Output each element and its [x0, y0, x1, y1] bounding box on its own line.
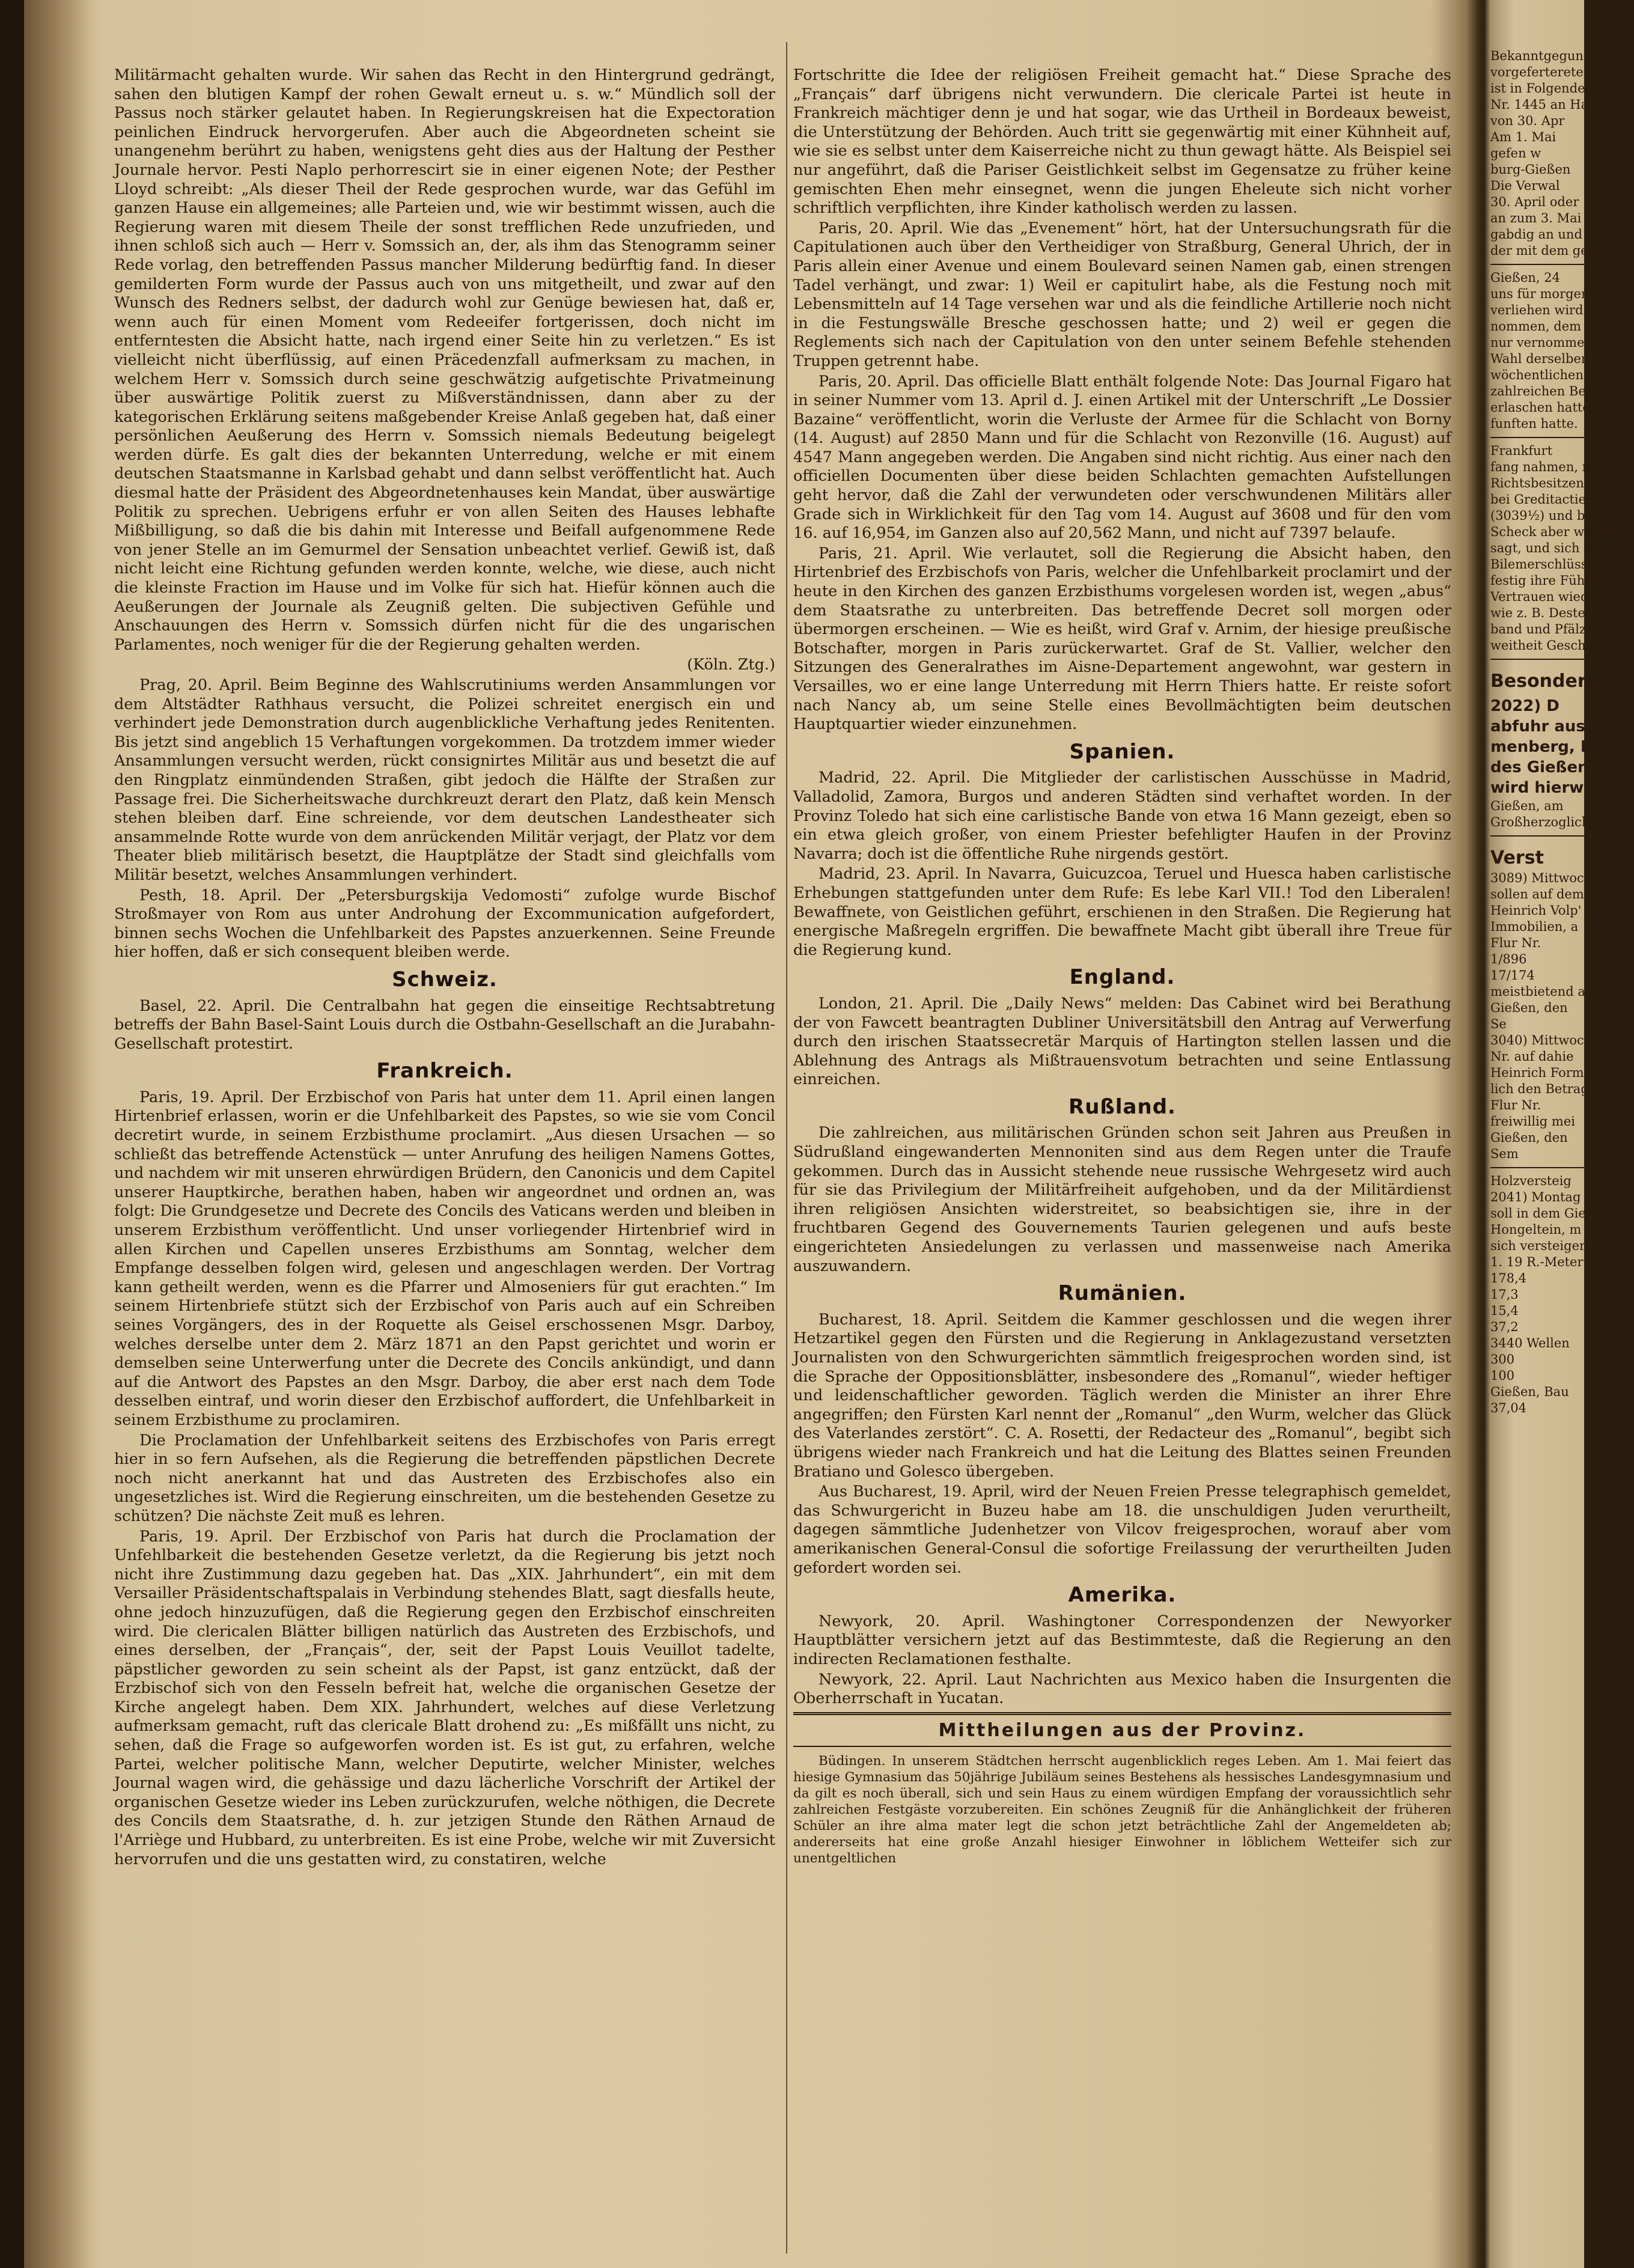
article-russland: Die zahlreichen, aus militärischen Gründen schon seit Jahren aus Preußen in Südrußland eingewanderten Mennoniten sind aus dem Regen unter die Traufe gekommen. Durch das in Aussicht stehende neue russische Wehrgesetz wird auch für sie das Privilegium der Militärfreiheit aufgehoben, und da der Militärdienst ihren religiösen Ansichten widerstreitet, so beabsichtigen sie, ihre in der fruchtbaren Gegend des Gouvernements Taurien gelegenen und aufs beste eingerichteten Ansiedelungen zu verlassen und massenweise nach Amerika auszuwandern. — [793, 1124, 1451, 1275]
fragment-line: meistbietend an — [1490, 984, 1594, 999]
fragment-line: Immobilien, a — [1490, 919, 1579, 934]
fragment-line: 37,04 — [1490, 1401, 1527, 1415]
newspaper-page — [102, 42, 1460, 2254]
fragment-line: Nr. auf dahie — [1490, 1049, 1574, 1064]
fragment-line: 17,3 — [1490, 1287, 1519, 1302]
fragment-line: Die Verwal — [1490, 178, 1560, 193]
fragment-rule — [1490, 1167, 1584, 1168]
fragment-line: 15,4 — [1490, 1303, 1519, 1318]
fragment-line: 17/174 — [1490, 968, 1535, 983]
section-england: England. — [1069, 965, 1175, 990]
fragment-line: 1/896 — [1490, 952, 1527, 966]
fragment-line: Gießen, den — [1490, 1001, 1568, 1015]
fragment-line: Nr. 1445 an Ha — [1490, 97, 1589, 112]
column-divider — [786, 42, 787, 2254]
fragment-line: Flur Nr. — [1490, 936, 1541, 950]
fragment-line: der mit dem gegen — [1490, 243, 1612, 258]
fragment-line: freiwillig mei — [1490, 1114, 1575, 1129]
article-paris-20b: Paris, 20. April. Das officielle Blatt enthält folgende Note: Das Journal Figaro hat in seiner Nummer vom 13. April d. J. einen Artikel mit der Unterschrift „Le Dossier Bazaine“ veröffentlicht, worin die Verluste der Armee für die Schlacht von Borny (14. August) auf 2850 Mann und für die Schlacht von Rezonville (16. August) auf 4547 Mann angegeben werden. Die Angaben sind nicht richtig. Aus einer nach den officiellen Documenten über diese beiden Schlachten gemachten Aufstellungen geht hervor, daß die Zahl der verwundeten oder verschwundenen Militärs aller Grade sich in Wirklichkeit für den Tag vom 14. August auf 3608 und für den vom 16. auf 16,954, im Ganzen also auf 20,562 Mann, und nicht auf 7397 belaufe. — [793, 372, 1451, 543]
fragment-line: Hongeltein, m — [1490, 1222, 1582, 1237]
book-edge — [0, 0, 24, 2268]
fragment-line: vorgefertereten Gebot — [1490, 65, 1634, 79]
article-buedingen: Büdingen. In unserem Städtchen herrscht augenblicklich reges Leben. Am 1. Mai feiert das hiesige Gymnasium das 50jährige Jubiläum seines Bestehens als hessisches Landesgymnasium und da gilt es noch überall, sich und sein Haus zu einem würdigen Empfang der voraussichtlich sehr zahlreichen Festgäste vorzubereiten. Ein schönes Zeugniß für die Anhänglichkeit der früheren Schüler an ihre alma mater legt die schon jetzt beträchtliche Zahl der Angemeldeten ab; andererseits hat eine große Anzahl hiesiger Einwohner in löblichem Wetteifer sich zur unentgeltlichen — [793, 1754, 1451, 1867]
section-spanien: Spanien. — [1069, 739, 1175, 764]
section-amerika: Amerika. — [1068, 1583, 1177, 1608]
fragment-rule — [1490, 264, 1584, 265]
fragment-line: Vertrauen wieder — [1490, 590, 1602, 604]
fragment-line: nur vernommen ha — [1490, 335, 1612, 350]
fragment-line: Wahl derselben n — [1490, 352, 1602, 366]
fragment-line: 3440 Wellen — [1490, 1336, 1570, 1350]
section-frankreich: Frankreich. — [376, 1059, 513, 1084]
fragment-line: 178,4 — [1490, 1271, 1527, 1285]
fragment-rule — [1490, 437, 1584, 438]
fragment-line: Heinrich Volp' — [1490, 903, 1582, 918]
article-bucharest-19: Aus Bucharest, 19. April, wird der Neuen Freien Presse telegraphisch gemeldet, das Schwurgericht in Buzeu habe am 18. die unschuldigen Juden verurtheilt, dagegen sämmtliche Judenhetzer von Vilcov freigesprochen, worauf aber vom amerikanischen General-Consul die sofortige Freilassung der verurtheilten Juden gefordert worden sei. — [793, 1483, 1451, 1577]
fragment-line: sagt, und sich bei — [1490, 541, 1603, 555]
fragment-line: funften hatte. — [1490, 416, 1578, 431]
fragment-line: 30. April oder 1. — [1490, 195, 1596, 209]
fragment-line: gabdig an und — [1490, 227, 1582, 242]
fragment-line: Gießen, Bau — [1490, 1385, 1569, 1399]
source-koeln: (Köln. Ztg.) — [687, 656, 775, 674]
section-russland: Rußland. — [1069, 1094, 1176, 1119]
fragment-line: von 30. Apr — [1490, 114, 1565, 128]
fragment-rule — [1490, 659, 1584, 660]
article-newyork-22: Newyork, 22. April. Laut Nachrichten aus Mexico haben die Insurgenten die Oberherrschaft in Yucatan. — [793, 1670, 1451, 1708]
fragment-line: band und Pfälzer — [1490, 622, 1600, 636]
fragment-line: 1. 19 R.-Meter — [1490, 1255, 1584, 1269]
section-schweiz: Schweiz. — [392, 967, 498, 992]
fragment-line: fang nahmen, nach — [1490, 460, 1614, 474]
fragment-line: uns für morgen un — [1490, 287, 1610, 301]
fragment-line: wie z. B. Desterre — [1490, 606, 1605, 620]
fragment-line: burg-Gießen — [1490, 162, 1571, 177]
article-basel: Basel, 22. April. Die Centralbahn hat gegen die einseitige Rechtsabtretung betreffs der Bahn Basel-Saint Louis durch die Ostbahn-Gesellschaft an die Jurabahn-Gesellschaft protestirt. — [114, 996, 775, 1053]
fragment-rule — [1490, 835, 1584, 837]
fragment-line: festig ihre Fühlbar — [1490, 573, 1611, 588]
fragment-line: 37,2 — [1490, 1320, 1519, 1334]
article-continuation: Fortschritte die Idee der religiösen Freiheit gemacht hat.“ Diese Sprache des „Français“ darf übrigens nicht verwundern. Die clericale Partei ist heute in Frankreich mächtiger denn je und hat sogar, wie das Urtheil in Bordeaux beweist, die Unterstützung der Behörden. Auch tritt sie gegenwärtig mit einer Kühnheit auf, wie sie es selbst unter dem Kaiserreiche nicht zu thun gewagt hätte. Als Beispiel sei nur angeführt, daß die Pariser Geistlichkeit selbst im Gegensatze zu früher keine gemischten Ehen mehr einsegnet, wenn die jungen Eheleute sich nicht vorher schriftlich verpflichten, ihre Kinder katholisch werden zu lassen. — [793, 66, 1451, 218]
fragment-line: bei Greditactien — [1490, 492, 1594, 507]
article-pesth: Pesth, 18. April. Der „Petersburgskija Vedomosti“ zufolge wurde Bischof Stroßmayer von Rom aus unter Androhung der Excommunication aufgefordert, binnen sechs Wochen die Unfehlbarkeit des Papstes anzuerkennen. Seine Freunde hier hoffen, daß er sich consequent bleiben werde. — [114, 886, 775, 962]
fragment-line: sich versteigert — [1490, 1239, 1591, 1253]
section-rumaenien: Rumänien. — [1058, 1281, 1187, 1306]
article-hungary: Militärmacht gehalten wurde. Wir sahen das Recht in den Hintergrund gedrängt, sahen den blutigen Kampf der rohen Gewalt erneut u. s. w.“ Mündlich soll der Passus noch stärker gelautet haben. In Regierungskreisen hat die Expectoration peinlichen Eindruck hervorgerufen. Aber auch die Abgeordneten scheint sie unangenehm berührt zu haben, wenigstens geht dies aus der Haltung der Pesther Journale hervor. Pesti Naplo perhorrescirt sie in einer eigenen Note; der Pesther Lloyd schreibt: „Als dieser Theil der Rede gesprochen wurde, war das Gefühl im ganzen Hause ein allgemeines; alle Parteien und, wie wir bestimmt wissen, auch die Regierung waren mit diesem Theile der sonst trefflichen Rede unzufrieden, und ihnen schloß sich auch — Herr v. Somssich an, der, als ihm das Stenogramm seiner Rede vorlag, den betreffenden Passus mancher Milderung bedürftig fand. In dieser gemilderten Form wurde der Passus auch von uns mitgetheilt, und zwar auf den Wunsch des Redners selbst, der dadurch wohl zur Genüge bewiesen hat, daß er, wenn auch für einen Moment vom Redeeifer fortgerissen, doch nicht im entferntesten die Absicht hatte, nach irgend einer Seite hin zu verletzen.“ Es ist vielleicht nicht überflüssig, auf einen Präcedenzfall aufmerksam zu machen, in welchem Herr v. Somssich durch seine geschwätzig aufgetischte Privatmeinung über auswärtige Politik zuerst zu Mißverständnissen, dann aber zu der kategorischen Erklärung seitens maßgebender Kreise Anlaß gegeben hat, daß einer persönlichen Aeußerung des Herrn v. Somssich niemals Bedeutung beigelegt werden dürfe. Es galt dies der bekannten Unterredung, welche er mit einem deutschen Staatsmanne in Karlsbad gehabt und dann selbst veröffentlicht hat. Auch diesmal hatte der Präsident des Abgeordnetenhauses kein Mandat, über auswärtige Politik zu sprechen. Uebrigens erfuhr er von allen Seiten des Hauses lebhafte Mißbilligung, so daß die bis dahin mit Interesse und Beifall aufgenommene Rede von jener Stelle an im Gemurmel der Sensation unbeachtet verlief. Gewiß ist, daß nicht leicht eine Richtung gefunden werden konnte, welche, wie diese, auch nicht die kleinste Fraction im Hause und im Volke für sich hat. Hiefür können auch die Aeußerungen der Journale als Zeugniß gelten. Die subjectiven Gefühle und Anschauungen des Herrn v. Somssich dürfen nicht für die des ungarischen Parlamentes, noch weniger für die der Regierung gehalten werden. — [114, 66, 775, 654]
fragment-line: zahlreichen Besuch — [1490, 384, 1616, 398]
fragment-notice-line: des Gießen — [1490, 758, 1589, 776]
right-page-fragment — [1490, 48, 1634, 2212]
fragment-notice-line: Großherzoglich — [1490, 815, 1590, 829]
fragment-line: verliehen wird zu — [1490, 303, 1602, 317]
fragment-notice-line: wird hierw — [1490, 779, 1584, 797]
article-proclamation: Die Proclamation der Unfehlbarkeit seitens des Erzbischofes von Paris erregt hier in so fern Aufsehen, als die Regierung die betreffenden päpstlichen Decrete noch nicht anerkannt hat und das Austreten des Erzbischofes also ein ungesetzliches ist. Wird die Regierung einschreiten, um die bestehenden Gesetze zu schützen? Die nächste Zeit muß es lehren. — [114, 1431, 775, 1525]
fragment-notice-line: menberg, K — [1490, 738, 1593, 756]
article-newyork-20: Newyork, 20. April. Washingtoner Correspondenzen der Newyorker Hauptblätter versichern jetzt auf das Bestimmteste, daß die Regierung an den indirecten Reclamationen festhalte. — [793, 1612, 1451, 1668]
article-madrid-23: Madrid, 23. April. In Navarra, Guicuzcoa, Teruel und Huesca haben carlistische Erhebungen stattgefunden unter dem Rufe: Es lebe Karl VII.! Tod den Liberalen! Bewaffnete, von Geistlichen geführt, erschienen in den Straßen. Die Regierung hat energische Maßregeln ergriffen. Die bewaffnete Macht gibt überall ihre Treue für die Regierung kund. — [793, 865, 1451, 959]
fragment-line: 100 — [1490, 1368, 1515, 1383]
fragment-line: wöchentlichen Som — [1490, 368, 1616, 382]
article-paris-21: Paris, 21. April. Wie verlautet, soll die Regierung die Absicht haben, den Hirtenbrief des Erzbischofs von Paris, welcher die Unfehlbarkeit proclamirt und der heute in den Kirchen des ganzen Erzbisthums vorgelesen worden ist, wegen „abus“ dem Staatsrathe zu unterbreiten. Das betreffende Decret soll morgen oder übermorgen erscheinen. — Wie es heißt, wird Graf v. Arnim, der hiesige preußische Botschafter, morgen in Paris zurückerwartet. Graf de St. Vallier, welcher den Sitzungen des Generalrathes im Aisne-Departement angewohnt, war gestern in Versailles, wo er eine lange Unterredung mit Herrn Thiers hatte. Er reiste sofort nach Nancy ab, um seine Stelle eines Bevollmächtigten beim deutschen Hauptquartier wieder einzunehmen. — [793, 544, 1451, 734]
fragment-line: Flur Nr. — [1490, 1098, 1541, 1112]
fragment-notice-line: 2022) D — [1490, 697, 1559, 715]
fragment-line: lich den Betrag — [1490, 1082, 1589, 1096]
fragment-line: Heinrich Formb — [1490, 1065, 1593, 1080]
fragment-line: Holzversteig — [1490, 1174, 1572, 1188]
fragment-line: Am 1. Mai — [1490, 130, 1556, 144]
article-prag: Prag, 20. April. Beim Beginne des Wahlscrutiniums werden Ansammlungen vor dem Altstädter Rathhaus versucht, die Polizei schreitet energisch ein und verhindert jede Demonstration durch augenblickliche Verhaftung jedes Renitenten. Bis jetzt sind angeblich 15 Verhaftungen vorgekommen. Da trotzdem immer wieder Ansammlungen versucht werden, rückt consignirtes Militär aus und besetzt die auf den Ringplatz einmündenden Straßen, gibt jedoch die Hälfte der Straßen zur Passage frei. Die Sicherheitswache durchkreuzt derart den Platz, daß kein Mensch stehen bleiben darf. Eine schreiende, vor dem deutschen Landestheater sich ansammelnde Rotte wurde von dem anrückenden Militär verjagt, der Platz vor dem Theater blieb militärisch besetzt, die Hauptplätze der Stadt sind gleichfalls vom Militär besetzt, welches Ansammlungen verhindert. — [114, 676, 775, 884]
fragment-notice-line: Gießen, am — [1490, 799, 1564, 813]
fragment-line: Richtsbesitzender — [1490, 476, 1606, 490]
fragment-heading-verst: Verst — [1490, 847, 1544, 868]
fragment-line: sollen auf dem — [1490, 887, 1584, 901]
fragment-line: ist in Folgendem g — [1490, 81, 1609, 96]
fragment-notice-line: abfuhr aus — [1490, 718, 1585, 736]
article-bucharest-18: Bucharest, 18. April. Seitdem die Kammer geschlossen und die wegen ihrer Hetzartikel gegen den Fürsten und die Regierung in Anklagezustand versetzten Journalisten von den Schwurgerichten sämmtlich freigesprochen worden sind, ist die Sprache der Oppositionsblätter, insbesondere des „Romanul“, wieder heftiger und leidenschaftlicher geworden. Täglich werden die Minister an ihrer Ehre angegriffen; den Fürsten Karl nennt der „Romanul“ „den Wurm, welcher das Glück des Vaterlandes zerstört“. C. A. Rosetti, der Redacteur des „Romanul“, begibt sich übrigens wieder nach Frankreich und hat die Leitung des Blattes seinen Freunden Bratiano und Golesco übergeben. — [793, 1310, 1451, 1481]
section-provinz: Mittheilungen aus der Provinz. — [793, 1712, 1451, 1748]
fragment-line: an zum 3. Mai — [1490, 211, 1582, 225]
fragment-line: erlaschen hatte, wa — [1490, 400, 1617, 415]
fragment-line: Sem — [1490, 1147, 1519, 1161]
left-column — [114, 66, 775, 2242]
fragment-line: weitheit Geschäft. — [1490, 638, 1608, 653]
article-paris-20a: Paris, 20. April. Wie das „Evenement“ hört, hat der Untersuchungsrath für die Capitulationen auch über den Vertheidiger von Straßburg, General Uhrich, der in Paris allein einer Avenue und einem Boulevard seinen Namen gab, einen strengen Tadel verhängt, und zwar: 1) Weil er capitulirt habe, als die Festung noch mit Lebensmitteln auf 14 Tage versehen war und als die feindliche Artillerie noch nicht in die Festungswälle Bresche geschossen hatte; und 2) weil er gegen die Reglements sich nach der Capitulation von den unter seinem Befehle stehenden Truppen getrennt habe. — [793, 219, 1451, 370]
fragment-line: Gießen, den — [1490, 1130, 1568, 1145]
fragment-line: nommen, dem Pu — [1490, 319, 1602, 334]
fragment-line: Se — [1490, 1017, 1507, 1031]
fragment-line: Bilemerschlüssen, — [1490, 557, 1608, 572]
fragment-line: 2041) Montag — [1490, 1190, 1581, 1204]
fragment-line: 300 — [1490, 1352, 1515, 1367]
fragment-line: (3039½) und bei — [1490, 508, 1597, 523]
right-column — [793, 66, 1451, 2242]
article-london: London, 21. April. Die „Daily News“ melden: Das Cabinet wird bei Berathung der von Fawcett beantragten Dubliner Universitätsbill den Antrag auf Verwerfung durch den irischen Staatssecretär Marquis of Hartington stellen lassen und die Ablehnung des Antrags als Mißtrauensvotum betrachten und seine Entlassung einreichen. — [793, 994, 1451, 1089]
fragment-line: gefen w — [1490, 146, 1541, 160]
fragment-line: 3089) Mittwoch — [1490, 871, 1593, 885]
article-paris-19a: Paris, 19. April. Der Erzbischof von Paris hat unter dem 11. April einen langen Hirtenbrief erlassen, worin er die Unfehlbarkeit des Papstes, so wie sie vom Concil decretirt wurde, in seinem Erzbisthume proclamirt. „Aus diesen Ursachen — so schließt das betreffende Actenstück — unter Anrufung des heiligen Namens Gottes, und nachdem wir mit unseren ehrwürdigen Brüdern, den Canonicis und dem Capitel unserer Hauptkirche, berathen haben, haben wir angeordnet und ordnen an, was folgt: Die Grundgesetze und Decrete des Concils des Vaticans werden und bleiben in unserem Erzbisthum veröffentlicht. Und unser vorliegender Hirtenbrief wird in allen Kirchen und Capellen unseres Erzbisthums am Sonntag, welcher dem Empfange desselben folgen wird, gelesen und angeschlagen werden. Der Vortrag kann getheilt werden, wenn es die Pfarrer und Almoseniers für gut erachten.“ Im seinem Hirtenbriefe stützt sich der Erzbischof von Paris auch auf ein Schreiben seines Vorgängers, des in der Roquette als Geisel erschossenen Msgr. Darboy, welches derselbe unter dem 2. März 1871 an den Papst gerichtet und worin er demselben seine Unterwerfung unter die Decrete des Concils ankündigt, und dann auf die Antwort des Papstes an den Msgr. Darboy, die aber erst nach dem Tode desselben eintraf, und worin dieser den Erzbischof auffordert, die Unfehlbarkeit in seinem Erzbisthume zu proclamiren. — [114, 1088, 775, 1429]
fragment-line: soll in dem Gie — [1490, 1206, 1586, 1221]
fragment-line: 3040) Mittwoch — [1490, 1033, 1593, 1047]
fragment-line: Gießen, 24 — [1490, 270, 1560, 285]
fragment-heading-besondere: Besondere — [1490, 671, 1599, 692]
fragment-line: Scheck aber wurde — [1490, 525, 1614, 539]
fragment-line: Frankfurt — [1490, 444, 1553, 458]
fragment-line: Bekanntgegung der S — [1490, 49, 1630, 63]
article-paris-19b: Paris, 19. April. Der Erzbischof von Paris hat durch die Proclamation der Unfehlbarkeit die bestehenden Gesetze verletzt, da die Regierung bis jetzt noch nicht ihre Zustimmung dazu gegeben hat. Das „XIX. Jahrhundert“, ein mit dem Versailler Präsidentschaftspalais in Verbindung stehendes Blatt, sagt diesfalls heute, ohne jedoch hinzuzufügen, daß die Regierung gegen den Erzbischof einschreiten wird. Die clericalen Blätter billigen natürlich das Austreten des Erzbischofs, und eines derselben, der „Français“, der, seit der Papst Louis Veuillot tadelte, päpstlicher geworden zu sein scheint als der Papst, ist ganz entzückt, daß der Erzbischof sich von den Fesseln befreit hat, welche die organischen Gesetze der Kirche angelegt haben. Dem XIX. Jahrhundert, welches auf diese Verletzung aufmerksam gemacht, ruft das clericale Blatt drohend zu: „Es mißfällt uns nicht, zu sehen, daß die Frage so aufgeworfen worden ist. Es ist gut, zu erfahren, welche Partei, welcher politische Mann, welcher Deputirte, welcher Minister, welches Journal wagen wird, die gehässige und dazu lächerliche Vorschrift der Artikel der organischen Gesetze wieder ins Leben zurückzurufen, welche nöthigen, die Decrete des Concils dem Staatsrathe, d. h. zur jetzigen Stunde den Räthen Arnaud de l'Arriège und Hubbard, zu unterbreiten. Es ist eine Probe, welche wir mit Zuversicht hervorrufen und die uns gestatten wird, zu constatiren, welche — [114, 1527, 775, 1868]
article-madrid-22: Madrid, 22. April. Die Mitglieder der carlistischen Ausschüsse in Madrid, Valladolid, Zamora, Burgos und anderen Städten sind verhaftet worden. In der Provinz Toledo hat sich eine carlistische Bande von etwa 16 Mann gezeigt, eben so ein etwa gleich großer, von einem Priester befehligter Haufen in der Provinz Navarra; doch ist die öffentliche Ruhe nirgends gestört. — [793, 769, 1451, 863]
